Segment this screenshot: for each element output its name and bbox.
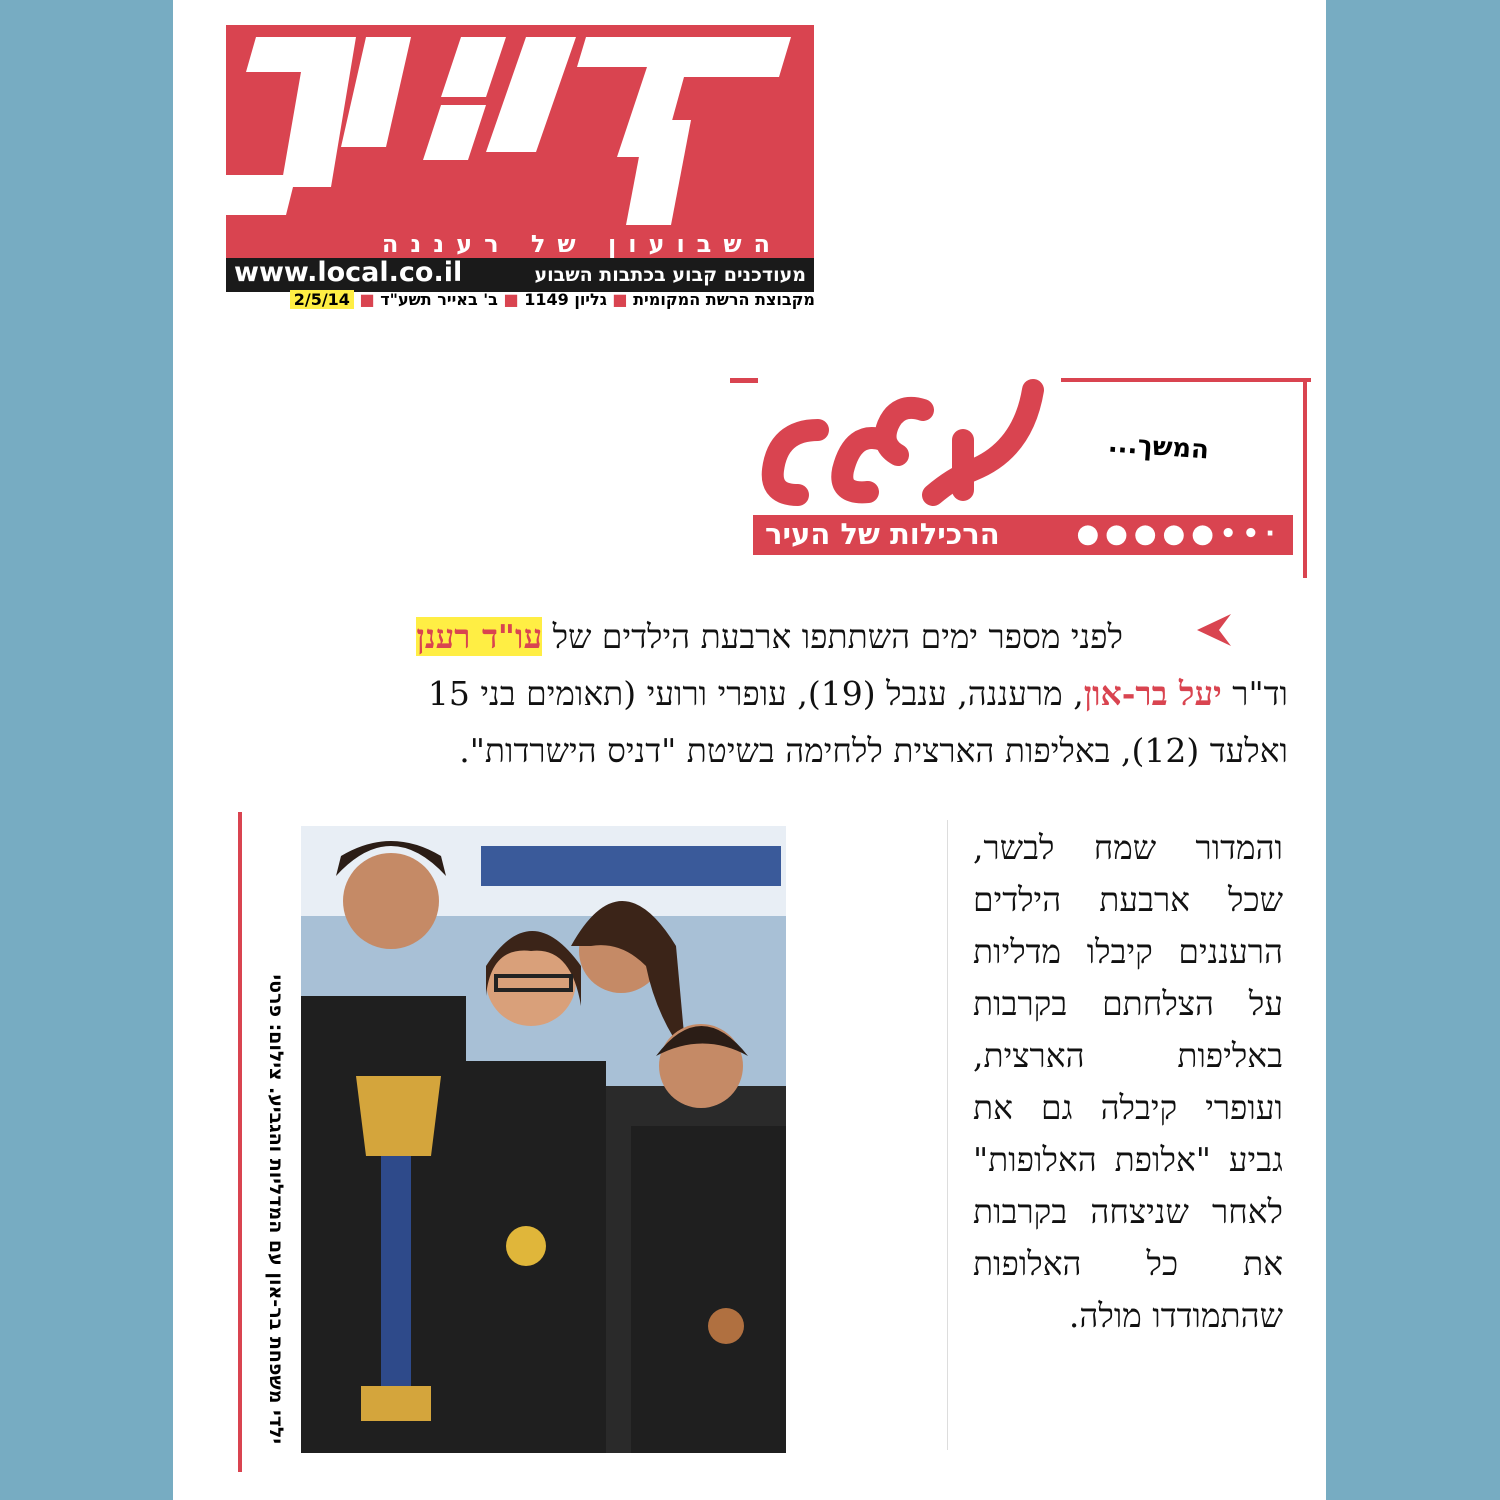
issue-date: 2/5/14 xyxy=(290,290,354,309)
issue-info: מקבוצת הרשת המקומית ■ גליון 1149 ■ ב' באייר תשע"ד ■ 2/5/14 xyxy=(203,290,815,316)
section-subtitle: הרכילות של העיר xyxy=(765,517,1000,551)
section-rule-vertical xyxy=(1303,378,1307,578)
issue-number: גליון 1149 xyxy=(524,290,607,309)
lead-line-2-prefix: וד"ר xyxy=(1221,674,1288,713)
photo-rule xyxy=(238,812,242,1472)
group-name: מקבוצת הרשת המקומית xyxy=(633,290,815,309)
highlighted-name: עו"ד רענן xyxy=(416,617,543,656)
photo-caption-text: ילדי משפחת בר-און עם המדליות והגביע. צילום: פרטי xyxy=(265,974,287,1444)
masthead xyxy=(226,25,814,290)
lead-line-1-text: לפני מספר ימים השתתפו ארבעת הילדים של xyxy=(542,617,1123,656)
lead-line-1 xyxy=(213,608,1288,665)
highlighted-name-2: יעל בר-און xyxy=(1083,674,1222,713)
article-column: והמדור שמח לבשר, שכל ארבעת הילדים הרעננים קיבלו מדליות על הצלחתם בקרבות באליפות הארצית, ועופרי קיבלה גם את גביע "אלופת האלופות" לאחר שניצחה בקרבות את כל האלופות שהתמודדו מולה. xyxy=(973,828,1283,1335)
web-bar xyxy=(226,258,814,292)
lead-line-3: ואלעד (12), באליפות הארצית ללחימה בשיטת "דניס הישרדות". xyxy=(459,731,1288,770)
hebrew-date: ב' באייר תשע"ד xyxy=(380,290,498,309)
lead-line-2 xyxy=(213,665,1288,722)
lead-line-2-text: , מרעננה, ענבל (19), עופרי ורועי (תאומים בני 15 xyxy=(427,674,1084,713)
promo-text: מעודכנים קבוע בכתבות השבוע xyxy=(534,264,806,286)
lead-paragraph xyxy=(213,608,1288,779)
masthead-tagline: השבועון של רעננה xyxy=(381,230,782,258)
photo-caption xyxy=(256,828,296,1453)
decorative-dots: ●●●●●••· xyxy=(1076,519,1281,549)
section-title-logo xyxy=(748,370,1068,520)
section-rule-right xyxy=(1061,378,1311,382)
family-photo xyxy=(301,826,786,1453)
website-url[interactable]: www.local.co.il xyxy=(234,257,463,288)
masthead-logo xyxy=(226,25,814,250)
newspaper-clipping xyxy=(173,0,1326,1500)
section-subtitle-bar xyxy=(753,515,1293,555)
continued-label: המשך... xyxy=(1107,428,1210,466)
column-divider xyxy=(947,820,948,1450)
